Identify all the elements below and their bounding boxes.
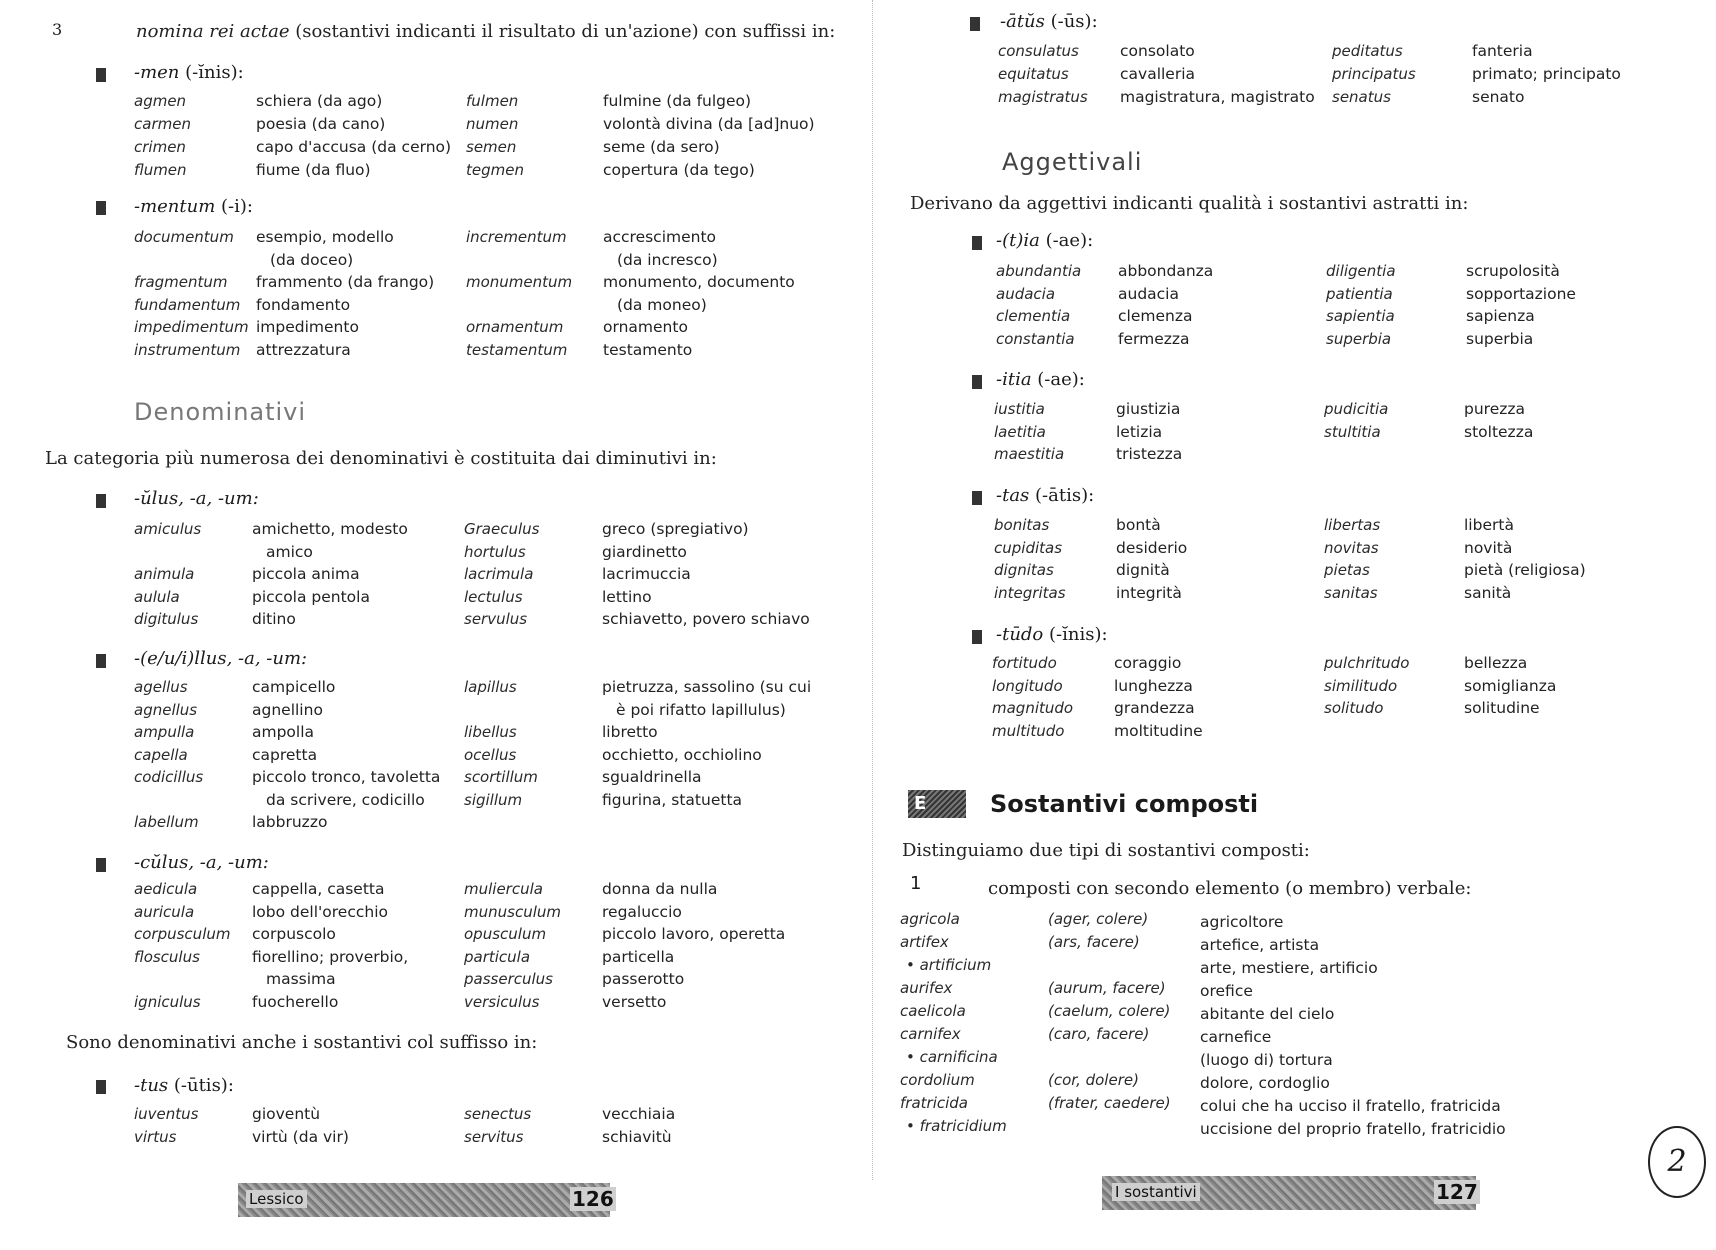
italian-translation: schiavetto, povero schiavo — [602, 610, 810, 628]
italian-translation: pietà (religiosa) — [1464, 561, 1586, 579]
italian-translation: uccisione del proprio fratello, fratricidio — [1200, 1120, 1506, 1138]
italian-translation: è poi rifatto lapillulus) — [616, 700, 786, 719]
italian-translation: libertà — [1464, 516, 1514, 534]
denominativi-intro: La categoria più numerosa dei denominativi è costituita dai diminutivi in: — [45, 448, 717, 469]
latin-word: abundantia — [996, 262, 1082, 280]
latin-word: servitus — [464, 1127, 524, 1146]
suffix-genitive: (-ūtis): — [168, 1075, 234, 1096]
italian-translation: esempio, modello — [256, 228, 394, 246]
italian-translation: (da incresco) — [617, 250, 718, 269]
italian-translation: arte, mestiere, artificio — [1200, 959, 1378, 977]
italian-translation: volontà divina (da [ad]nuo) — [603, 115, 815, 133]
latin-word: pietas — [1324, 561, 1370, 579]
latin-word: scortillum — [464, 768, 538, 786]
section-marker-icon — [972, 375, 982, 389]
footer-section-label: I sostantivi — [1112, 1183, 1200, 1201]
footer-section-label: Lessico — [246, 1190, 307, 1208]
italian-translation: fiume (da fluo) — [256, 161, 371, 179]
latin-word: equitatus — [998, 65, 1069, 83]
suffix-genitive: (-ātis): — [1029, 485, 1095, 506]
italian-translation: sapienza — [1466, 307, 1535, 325]
heading-aggettivali: Aggettivali — [1002, 148, 1143, 176]
italian-translation: monumento, documento — [603, 273, 795, 291]
italian-translation: lunghezza — [1114, 676, 1193, 695]
latin-word: longitudo — [992, 676, 1063, 695]
latin-word: particula — [464, 947, 531, 966]
italian-translation: piccola pentola — [252, 587, 370, 606]
italian-translation: orefice — [1200, 982, 1253, 1000]
section-marker-icon — [96, 494, 106, 508]
latin-word: maestitia — [994, 445, 1065, 463]
latin-word: igniculus — [134, 992, 201, 1011]
latin-word: laetitia — [994, 422, 1046, 441]
italian-translation: clemenza — [1118, 307, 1193, 325]
latin-word: lapillus — [464, 678, 517, 696]
italian-translation: vecchiaia — [602, 1105, 676, 1123]
latin-word: munusculum — [464, 902, 561, 921]
italian-translation: lettino — [602, 587, 652, 606]
latin-word: solitudo — [1324, 699, 1384, 717]
suffix-genitive: (-ūs): — [1044, 11, 1098, 32]
latin-word: documentum — [134, 228, 234, 246]
italian-translation: particella — [602, 947, 675, 966]
latin-word: aulula — [134, 587, 180, 606]
latin-word: libertas — [1324, 516, 1381, 534]
italian-translation: campicello — [252, 678, 336, 696]
latin-compound: aurifex — [900, 979, 953, 997]
latin-word: clementia — [996, 307, 1071, 325]
italian-translation: piccolo tronco, tavoletta — [252, 768, 441, 786]
latin-word: digitulus — [134, 610, 199, 628]
heading-denominativi: Denominativi — [134, 398, 307, 426]
italian-translation: sanità — [1464, 583, 1512, 602]
etymology: (ager, colere) — [1048, 910, 1149, 928]
latin-word: opusculum — [464, 925, 547, 943]
italian-translation: bellezza — [1464, 654, 1528, 672]
italian-translation: consolato — [1120, 42, 1195, 60]
italian-translation: stoltezza — [1464, 422, 1534, 441]
latin-compound: artifex — [900, 933, 949, 951]
latin-word: hortulus — [464, 542, 526, 561]
suffix-label: -cŭlus, -a, -um: — [134, 852, 269, 873]
suffix-label: -ŭlus, -a, -um: — [134, 488, 259, 509]
latin-word: audacia — [996, 284, 1056, 303]
latin-word: integritas — [994, 583, 1066, 602]
italian-translation: schiavitù — [602, 1127, 672, 1146]
italian-translation: agnellino — [252, 700, 323, 719]
etymology: (caro, facere) — [1048, 1025, 1150, 1043]
latin-word: testamentum — [466, 340, 568, 359]
suffix-atus — [1000, 11, 1098, 32]
latin-word: superbia — [1326, 329, 1392, 348]
italian-translation: somiglianza — [1464, 676, 1557, 695]
right-page — [880, 0, 1716, 1250]
section-marker-icon — [972, 630, 982, 644]
section-marker-icon — [96, 858, 106, 872]
latin-word: sigillum — [464, 790, 523, 809]
suffix-tas — [996, 485, 1094, 506]
italian-translation: libretto — [602, 723, 658, 741]
italian-translation: dolore, cordoglio — [1200, 1074, 1330, 1092]
latin-word: incrementum — [466, 228, 567, 246]
latin-word: peditatus — [1332, 42, 1403, 60]
italian-translation: occhietto, occhiolino — [602, 745, 762, 764]
suffix-tia — [996, 230, 1093, 251]
italian-translation: lobo dell'orecchio — [252, 902, 388, 921]
etymology: (ars, facere) — [1048, 933, 1140, 951]
italian-translation: fulmine (da fulgeo) — [603, 92, 752, 110]
latin-word: principatus — [1332, 65, 1416, 83]
section-marker-icon — [972, 491, 982, 505]
italian-translation: gioventù — [252, 1105, 321, 1123]
suffix-itia — [996, 369, 1085, 390]
italian-translation: abitante del cielo — [1200, 1005, 1335, 1023]
italian-translation: corpuscolo — [252, 925, 336, 943]
italian-translation: fondamento — [256, 295, 351, 314]
italian-translation: figurina, statuetta — [602, 790, 743, 809]
italian-translation: frammento (da frango) — [256, 273, 435, 291]
latin-compound: cordolium — [900, 1071, 975, 1089]
composti-intro: Distinguiamo due tipi di sostantivi composti: — [902, 840, 1310, 861]
latin-word: similitudo — [1324, 676, 1398, 695]
suffix-genitive: (-ae): — [1031, 369, 1085, 390]
latin-word: sanitas — [1324, 583, 1378, 602]
suffix-ellus — [134, 648, 307, 669]
latin-word: diligentia — [1326, 262, 1396, 280]
section-marker-icon — [96, 68, 106, 82]
italian-translation: poesia (da cano) — [256, 115, 386, 133]
italian-translation: letizia — [1116, 422, 1163, 441]
latin-word: magnitudo — [992, 699, 1074, 717]
italian-translation: massima — [266, 970, 336, 988]
latin-word: agmen — [134, 92, 187, 110]
latin-compound: • artificium — [906, 956, 992, 974]
latin-word: numen — [466, 115, 519, 133]
italian-translation: sgualdrinella — [602, 768, 702, 786]
italian-translation: lacrimuccia — [602, 565, 691, 583]
suffix-mentum — [134, 196, 253, 217]
italian-translation: greco (spregiativo) — [602, 520, 749, 538]
latin-word: ampulla — [134, 723, 195, 741]
italian-translation: copertura (da tego) — [603, 161, 755, 179]
section-marker-icon — [96, 654, 106, 668]
italian-translation: virtù (da vir) — [252, 1127, 349, 1146]
italian-translation: (da doceo) — [270, 250, 354, 269]
latin-word: stultitia — [1324, 422, 1381, 441]
suffix-label: -itia — [996, 369, 1032, 390]
latin-word: lacrimula — [464, 565, 534, 583]
italian-translation: (luogo di) tortura — [1200, 1051, 1333, 1069]
section-letter-box: E — [908, 790, 966, 818]
latin-word: constantia — [996, 329, 1075, 348]
latin-compound: carnifex — [900, 1025, 961, 1043]
latin-word: passerculus — [464, 970, 553, 988]
italian-translation: superbia — [1466, 329, 1534, 348]
latin-word: labellum — [134, 813, 199, 831]
latin-word: crimen — [134, 138, 186, 156]
italian-translation: capo d'accusa (da cerno) — [256, 138, 452, 156]
latin-word: instrumentum — [134, 340, 241, 359]
italian-translation: colui che ha ucciso il fratello, fratricida — [1200, 1097, 1501, 1115]
suffix-tus — [134, 1075, 234, 1096]
italian-translation: pietruzza, sassolino (su cui — [602, 678, 812, 696]
latin-compound: agricola — [900, 910, 960, 928]
italian-translation: coraggio — [1114, 654, 1182, 672]
latin-word: monumentum — [466, 273, 573, 291]
italian-translation: labbruzzo — [252, 813, 328, 831]
italian-translation: passerotto — [602, 970, 685, 988]
suffix-men — [134, 62, 244, 83]
latin-word: aedicula — [134, 880, 198, 898]
italian-translation: donna da nulla — [602, 880, 718, 898]
section-marker-icon — [96, 1080, 106, 1094]
latin-word: pulchritudo — [1324, 654, 1410, 672]
latin-word: tegmen — [466, 161, 524, 179]
denominativi-intro-2: Sono denominativi anche i sostantivi col suffisso in: — [66, 1032, 538, 1053]
suffix-label: -(e/u/i)llus, -a, -um: — [134, 648, 308, 669]
italian-translation: attrezzatura — [256, 340, 351, 359]
etymology: (aurum, facere) — [1048, 979, 1166, 997]
suffix-label: -tus — [134, 1075, 169, 1096]
latin-word: fundamentum — [134, 295, 241, 314]
latin-word: versiculus — [464, 992, 540, 1011]
italian-translation: cappella, casetta — [252, 880, 385, 898]
suffix-genitive: (-ae): — [1039, 230, 1094, 251]
italian-translation: piccola anima — [252, 565, 360, 583]
suffix-label: -tas — [996, 485, 1030, 506]
latin-word: pudicitia — [1324, 400, 1389, 418]
heading-sostantivi-composti: Sostantivi composti — [990, 790, 1259, 818]
latin-word: Graeculus — [464, 520, 540, 538]
latin-word: senectus — [464, 1105, 532, 1123]
section-marker-icon — [970, 17, 980, 31]
italian-translation: moltitudine — [1114, 721, 1203, 740]
italian-translation: ornamento — [603, 318, 688, 336]
latin-word: novitas — [1324, 538, 1379, 557]
latin-word: impedimentum — [134, 318, 249, 336]
latin-word: virtus — [134, 1127, 177, 1146]
italian-translation: ampolla — [252, 723, 315, 741]
page-spine — [872, 0, 874, 1180]
italian-translation: integrità — [1116, 583, 1182, 602]
italian-translation: seme (da sero) — [603, 138, 720, 156]
suffix-label: -men — [134, 62, 180, 83]
italian-translation: da scrivere, codicillo — [266, 790, 425, 809]
italian-translation: amichetto, modesto — [252, 520, 408, 538]
italian-translation: fuocherello — [252, 992, 339, 1011]
italian-translation: fiorellino; proverbio, — [252, 947, 409, 966]
handwritten-page-mark — [1648, 1126, 1706, 1198]
italian-translation: tristezza — [1116, 445, 1183, 463]
latin-word: multitudo — [992, 721, 1065, 740]
latin-word: codicillus — [134, 768, 204, 786]
italian-translation: regaluccio — [602, 902, 682, 921]
italian-translation: versetto — [602, 992, 667, 1011]
suffix-tudo — [996, 624, 1108, 645]
latin-word: capella — [134, 745, 188, 764]
etymology: (caelum, colere) — [1048, 1002, 1171, 1020]
italian-translation: capretta — [252, 745, 318, 764]
suffix-label: -(t)ia — [996, 230, 1040, 251]
page-number: 127 — [1436, 1180, 1478, 1204]
italian-translation: senato — [1472, 88, 1525, 106]
italian-translation: accrescimento — [603, 228, 717, 246]
italian-translation: sopportazione — [1466, 284, 1576, 303]
latin-word: patientia — [1326, 284, 1393, 303]
latin-word: animula — [134, 565, 195, 583]
handwritten-mark-number: 2 — [1667, 1144, 1687, 1179]
italian-translation: fanteria — [1472, 42, 1533, 60]
latin-word: ornamentum — [466, 318, 564, 336]
latin-compound: caelicola — [900, 1002, 966, 1020]
etymology: (cor, dolere) — [1048, 1071, 1139, 1089]
latin-word: ocellus — [464, 745, 517, 764]
latin-word: fragmentum — [134, 273, 228, 291]
section-marker-icon — [96, 201, 106, 215]
italian-translation: impedimento — [256, 318, 359, 336]
italian-translation: bontà — [1116, 516, 1161, 534]
latin-word: corpusculum — [134, 925, 231, 943]
italian-translation: primato; principato — [1472, 65, 1621, 83]
suffix-genitive: (-i): — [215, 196, 253, 217]
italian-translation: ditino — [252, 610, 296, 628]
italian-translation: audacia — [1118, 284, 1179, 303]
italian-translation: dignità — [1116, 561, 1170, 579]
italian-translation: (da moneo) — [617, 295, 707, 314]
italian-translation: testamento — [603, 340, 693, 359]
latin-word: servulus — [464, 610, 528, 628]
latin-word: iustitia — [994, 400, 1045, 418]
suffix-culus — [134, 852, 269, 873]
section-marker-icon — [972, 236, 982, 250]
latin-compound: fratricida — [900, 1094, 968, 1112]
italian-translation: giardinetto — [602, 542, 687, 561]
latin-word: flosculus — [134, 947, 200, 966]
suffix-genitive: (-ĭnis): — [1043, 624, 1108, 645]
suffix-genitive: (-ĭnis): — [179, 62, 244, 83]
latin-word: fulmen — [466, 92, 519, 110]
latin-word: auricula — [134, 902, 195, 921]
latin-word: consulatus — [998, 42, 1079, 60]
italian-translation: novità — [1464, 538, 1513, 557]
italian-translation: carnefice — [1200, 1028, 1272, 1046]
latin-word: muliercula — [464, 880, 543, 898]
suffix-label: -ātŭs — [1000, 11, 1045, 32]
item-number: 1 — [910, 873, 922, 894]
page-number: 126 — [572, 1187, 614, 1211]
section-title — [136, 21, 835, 42]
latin-word: senatus — [1332, 88, 1391, 106]
italian-translation: fermezza — [1118, 329, 1190, 348]
latin-word: agnellus — [134, 700, 198, 719]
latin-compound: • fratricidium — [906, 1117, 1007, 1135]
italian-translation: artefice, artista — [1200, 936, 1320, 954]
latin-word: bonitas — [994, 516, 1050, 534]
latin-word: libellus — [464, 723, 517, 741]
aggettivali-intro: Derivano da aggettivi indicanti qualità i sostantivi astratti in: — [910, 193, 1469, 214]
etymology: (frater, caedere) — [1048, 1094, 1171, 1112]
italian-translation: abbondanza — [1118, 262, 1214, 280]
italian-translation: magistratura, magistrato — [1120, 88, 1315, 106]
italian-translation: amico — [266, 542, 313, 561]
italian-translation: desiderio — [1116, 538, 1188, 557]
latin-word: iuventus — [134, 1105, 199, 1123]
italian-translation: schiera (da ago) — [256, 92, 383, 110]
section-title-italic: nomina rei actae — [136, 21, 290, 42]
suffix-ulus — [134, 488, 259, 509]
italian-translation: scrupolosità — [1466, 262, 1560, 280]
latin-word: flumen — [134, 161, 187, 179]
italian-translation: solitudine — [1464, 699, 1540, 717]
suffix-label: -tūdo — [996, 624, 1044, 645]
italian-translation: giustizia — [1116, 400, 1181, 418]
latin-word: magistratus — [998, 88, 1088, 106]
latin-compound: • carnificina — [906, 1048, 998, 1066]
suffix-label: -mentum — [134, 196, 216, 217]
latin-word: semen — [466, 138, 517, 156]
section-title-rest: (sostantivi indicanti il risultato di un'azione) con suffissi in: — [289, 21, 836, 42]
italian-translation: grandezza — [1114, 699, 1195, 717]
italian-translation: purezza — [1464, 400, 1526, 418]
latin-word: lectulus — [464, 587, 523, 606]
italian-translation: piccolo lavoro, operetta — [602, 925, 786, 943]
italian-translation: agricoltore — [1200, 913, 1284, 931]
latin-word: fortitudo — [992, 654, 1057, 672]
section-number: 3 — [52, 20, 63, 39]
latin-word: dignitas — [994, 561, 1054, 579]
latin-word: cupiditas — [994, 538, 1063, 557]
latin-word: carmen — [134, 115, 191, 133]
item-text: composti con secondo elemento (o membro) verbale: — [988, 878, 1472, 899]
latin-word: sapientia — [1326, 307, 1395, 325]
italian-translation: cavalleria — [1120, 65, 1196, 83]
latin-word: amiculus — [134, 520, 202, 538]
latin-word: agellus — [134, 678, 188, 696]
